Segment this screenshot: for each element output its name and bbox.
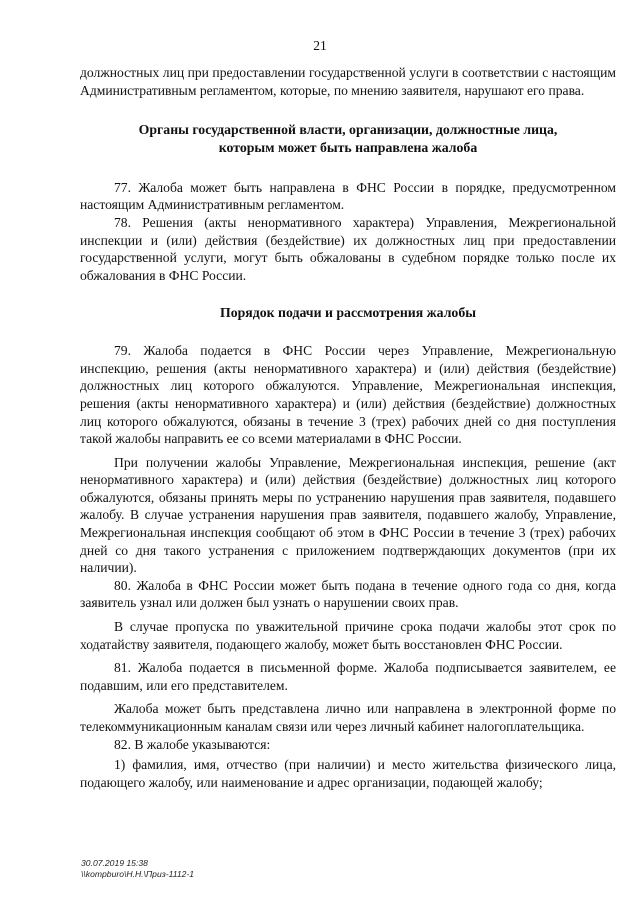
paragraph-82: 82. В жалобе указываются: [114,736,271,752]
section-heading-complaint-procedure: Порядок подачи и рассмотрения жалобы [219,305,477,321]
paragraph-82-item-1: 1) фамилия, имя, отчество (при наличии) и место жительства физического лица, подающего жалобу, или наименование и адрес организации, подающей жалобу; [80,757,616,790]
paragraph-80-continued: В случае пропуска по уважительной причине срока подачи жалобы этот срок по ходатайству заявителя, подающего жалобу, может быть восстановлен ФНС России. [80,619,616,652]
footer-timestamp: 30.07.2019 15:38 [81,858,148,868]
footer-file-path: \\kompburo\Н.Н.\Приз-1112-1 [81,868,195,879]
paragraph-80: 80. Жалоба в ФНС России может быть подана в течение одного года со дня, когда заявитель узнал или должен был узнать о нарушении своих прав. [80,577,616,611]
heading-line: Органы государственной власти, организации, должностные лица, [138,122,558,138]
intro-paragraph: должностных лиц при предоставлении государственной услуги в соответствии с настоящим Административным регламентом, которые, по мнению заявителя, нарушают его права. [80,65,616,98]
paragraph-78: 78. Решения (акты ненормативного характера) Управления, Межрегиональной инспекции и (или) действия (бездействие) их должностных лиц при предоставлении государственной услуги, могут быть обжалованы в судебном порядке только после их обжалования в ФНС России. [80,214,616,283]
section-heading-complaint-recipients [80,121,616,157]
paragraph-79: 79. Жалоба подается в ФНС России через Управление, Межрегиональную инспекцию, решения (акты ненормативного характера) и (или) действия (бездействие) должностных лиц которого обжалуются. Управление, Межрегиональная инспекция, решения (акты ненормативного характера) и (или) действия (бездействие) должностных лиц которого обжалуются, обязаны в течение 3 (трех) рабочих дней со дня поступления такой жалобы направить ее со всеми материалами в ФНС России. [80,343,616,447]
paragraph-79-continued: При получении жалобы Управление, Межрегиональная инспекция, решение (акт ненормативного характера) и (или) действия (бездействие) должностных лиц которого обжалуются, обязаны принять меры по устранению нарушения прав заявителя, подавшего жалобу. В случае устранения нарушения прав заявителя, подавшего жалобу, Управление, Межрегиональная инспекция сообщают об этом в ФНС России в течение 3 (трех) рабочих дней со дня такого устранения с приложением подтверждающих документов (при их наличии). [80,454,616,576]
paragraph-81: 81. Жалоба подается в письменной форме. Жалоба подписывается заявителем, ее подавшим, или его представителем. [80,660,616,693]
paragraph-77: 77. Жалоба может быть направлена в ФНС России в порядке, предусмотренном настоящим Административным регламентом. [80,179,616,213]
document-footer [81,858,194,879]
page-number: 21 [313,38,327,53]
document-body [80,64,616,791]
paragraph-81-continued: Жалоба может быть представлена лично или направлена в электронной форме по телекоммуникационным каналам связи или через личный кабинет налогоплательщика. [80,701,616,735]
heading-line: которым может быть направлена жалоба [218,139,478,155]
